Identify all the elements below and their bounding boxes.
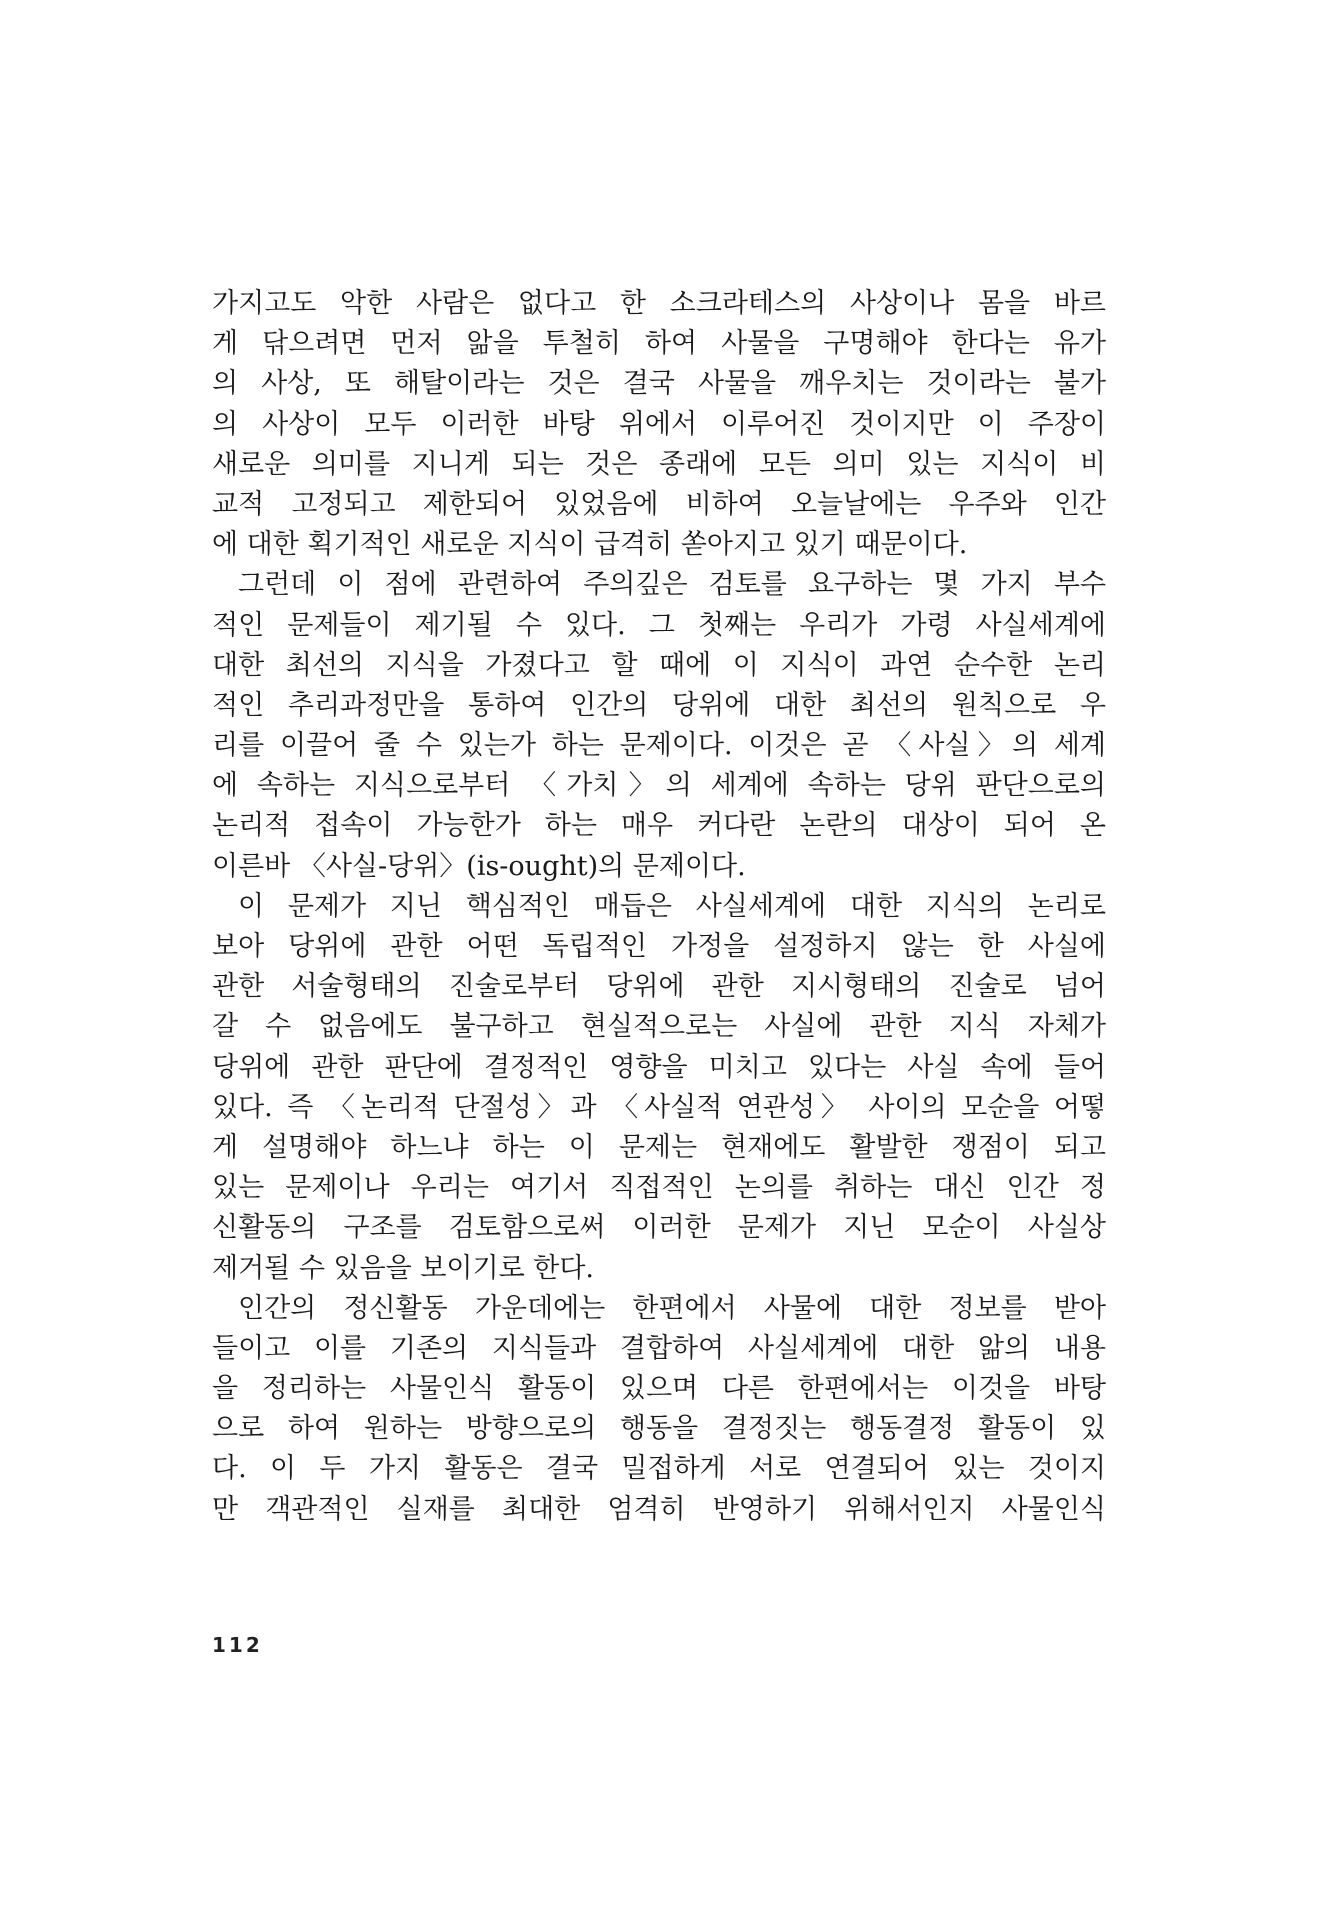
text-line: 대한 최선의 지식을 가졌다고 할 때에 이 지식이 과연 순수한 논리: [212, 649, 1106, 681]
text-line: 의 사상, 또 해탈이라는 것은 결국 사물을 깨우치는 것이라는 불가: [212, 368, 1106, 400]
page-number: 112: [212, 1633, 263, 1657]
text-line: 에 대한 획기적인 새로운 지식이 급격히 쏟아지고 있기 때문이다.: [212, 529, 968, 561]
text-line: 인간의 정신활동 가운데에는 한편에서 사물에 대한 정보를 받아: [238, 1292, 1106, 1324]
text-line: 을 정리하는 사물인식 활동이 있으며 다른 한편에서는 이것을 바탕: [212, 1373, 1106, 1405]
text-line: 있는 문제이나 우리는 여기서 직접적인 논의를 취하는 대신 인간 정: [212, 1172, 1106, 1204]
text-line: 가지고도 악한 사람은 없다고 한 소크라테스의 사상이나 몸을 바르: [212, 288, 1106, 319]
text-line: 교적 고정되고 제한되어 있었음에 비하여 오늘날에는 우주와 인간: [212, 488, 1106, 520]
text-line: 게 닦으려면 먼저 앎을 투철히 하여 사물을 구명해야 한다는 유가: [212, 328, 1106, 360]
text-line: 으로 하여 원하는 방향으로의 행동을 결정짓는 행동결정 활동이 있: [212, 1413, 1106, 1445]
text-line: 적인 추리과정만을 통하여 인간의 당위에 대한 최선의 원칙으로 우: [212, 689, 1106, 721]
text-line: 의 사상이 모두 이러한 바탕 위에서 이루어진 것이지만 이 주장이: [212, 408, 1106, 440]
text-line: 당위에 관한 판단에 결정적인 영향을 미치고 있다는 사실 속에 들어: [212, 1051, 1106, 1083]
text-line: 이 문제가 지닌 핵심적인 매듭은 사실세계에 대한 지식의 논리로: [238, 890, 1106, 922]
text-line: 갈 수 없음에도 불구하고 현실적으로는 사실에 관한 지식 자체가: [212, 1011, 1106, 1043]
text-line: 있다. 즉 〈논리적 단절성〉과 〈사실적 연관성〉 사이의 모순을 어떻: [212, 1091, 1106, 1123]
text-line: 들이고 이를 기존의 지식들과 결합하여 사실세계에 대한 앎의 내용: [212, 1332, 1106, 1364]
text-line: 리를 이끌어 줄 수 있는가 하는 문제이다. 이것은 곧 〈사실〉의 세계: [212, 730, 1106, 762]
text-line: 신활동의 구조를 검토함으로써 이러한 문제가 지닌 모순이 사실상: [212, 1212, 1106, 1244]
text-line: 새로운 의미를 지니게 되는 것은 종래에 모든 의미 있는 지식이 비: [212, 448, 1106, 480]
text-line: 에 속하는 지식으로부터 〈가치〉의 세계에 속하는 당위 판단으로의: [212, 770, 1106, 802]
text-line: 만 객관적인 실재를 최대한 엄격히 반영하기 위해서인지 사물인식: [212, 1493, 1106, 1525]
text-line: 이른바 〈사실-당위〉(is-ought)의 문제이다.: [212, 850, 746, 882]
text-line: 논리적 접속이 가능한가 하는 매우 커다란 논란의 대상이 되어 온: [212, 810, 1106, 842]
text-line: 제거될 수 있음을 보이기로 한다.: [212, 1252, 594, 1284]
body-text: [212, 284, 1106, 1530]
text-line: 관한 서술형태의 진술로부터 당위에 관한 지시형태의 진술로 넘어: [212, 971, 1106, 1003]
text-line: 적인 문제들이 제기될 수 있다. 그 첫째는 우리가 가령 사실세계에: [212, 609, 1106, 641]
text-line: 게 설명해야 하느냐 하는 이 문제는 현재에도 활발한 쟁점이 되고: [212, 1131, 1106, 1163]
text-line: 보아 당위에 관한 어떤 독립적인 가정을 설정하지 않는 한 사실에: [212, 931, 1106, 962]
text-line: 그런데 이 점에 관련하여 주의깊은 검토를 요구하는 몇 가지 부수: [238, 569, 1106, 601]
text-line: 다. 이 두 가지 활동은 결국 밀접하게 서로 연결되어 있는 것이지: [212, 1453, 1106, 1485]
